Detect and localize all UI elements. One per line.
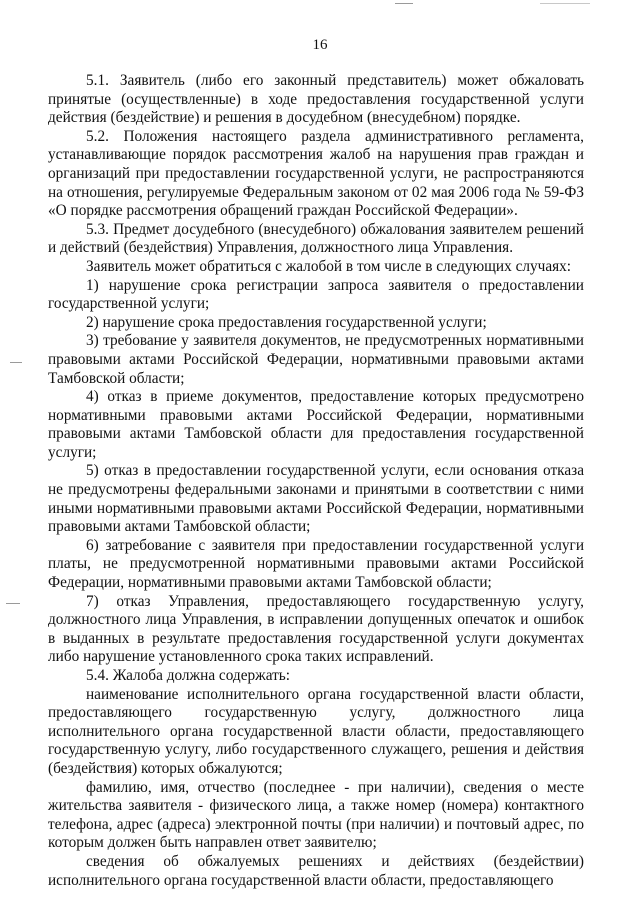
scan-artifact-top-right <box>540 3 590 4</box>
list-item-2: 2) нарушение срока предоставления государственной услуги; <box>86 313 487 331</box>
paragraph-cases-intro: Заявитель может обратиться с жалобой в том числе в следующих случаях: <box>86 257 572 275</box>
page-number: 16 <box>312 37 328 53</box>
scan-artifact-top <box>395 3 413 4</box>
list-item-4: 4) отказ в приеме документов, предоставление которых предусмотрено нормативными правовыми актами Российской Федерации, нормативными правовыми актами Тамбовской области для предоставления государственной услуги; <box>48 388 584 461</box>
scan-artifact-left-2 <box>6 603 20 604</box>
list-item-3: 3) требование у заявителя документов, не предусмотренных нормативными правовыми актами Российской Федерации, нормативными правовыми актами Тамбовской области; <box>48 332 584 387</box>
complaint-content-3: сведения об обжалуемых решениях и действиях (бездействии) исполнительного органа государственной власти области, предоставляющего <box>48 852 584 889</box>
list-item-5: 5) отказ в предоставлении государственной услуги, если основания отказа не предусмотрены федеральными законами и принятыми в соответствии с ними иными нормативными правовыми актами Российской Федерации, нормативными правовыми актами Тамбовской области; <box>48 462 584 536</box>
document-body <box>48 72 584 890</box>
list-item-6: 6) затребование с заявителя при предоставлении государственной услуги платы, не предусмотренной нормативными правовыми актами Российской Федерации, нормативными правовыми актами Тамбовской области; <box>48 536 584 592</box>
list-item-7: 7) отказ Управления, предоставляющего государственную услугу, должностного лица Управления, в исправлении допущенных опечаток и ошибок в выданных в результате предоставления государственной услуги документах либо нарушение установленного срока таких исправлений. <box>48 592 584 666</box>
paragraph-5-4: 5.4. Жалоба должна содержать: <box>86 667 291 684</box>
scan-artifact-left-1 <box>10 362 22 363</box>
list-item-1: 1) нарушение срока регистрации запроса заявителя о предоставлении государственной услуги; <box>48 276 584 313</box>
paragraph-5-2: 5.2. Положения настоящего раздела административного регламента, устанавливающие порядок рассмотрения жалоб на нарушения прав граждан и организаций при предоставлении государственной услуги, не распространяются на отношения, регулируемые Федеральным законом от 02 мая 2006 года № 59-ФЗ «О порядке рассмотрения обращений граждан Российской Федерации». <box>48 127 584 220</box>
complaint-content-1: наименование исполнительного органа государственной власти области, предоставляющего государственную услугу, должностного лица исполнительного органа государственной власти области, предоставляющего государственную услугу, либо государственного служащего, решения и действия (бездействия) которых обжалуются; <box>48 685 584 777</box>
complaint-content-2: фамилию, имя, отчество (последнее - при наличии), сведения о месте жительства заявителя - физического лица, а также номер (номера) контактного телефона, адрес (адреса) электронной почты (при наличии) и почтовый адрес, по которым должен быть направлен ответ заявителю; <box>48 778 584 852</box>
paragraph-5-3: 5.3. Предмет досудебного (внесудебного) обжалования заявителем решений и действий (бездействия) Управления, должностного лица Управления. <box>48 220 584 257</box>
paragraph-5-1: 5.1. Заявитель (либо его законный представитель) может обжаловать принятые (осуществленные) в ходе предоставления государственной услуги действия (бездействие) и решения в досудебном (внесудебном) порядке. <box>48 72 584 127</box>
